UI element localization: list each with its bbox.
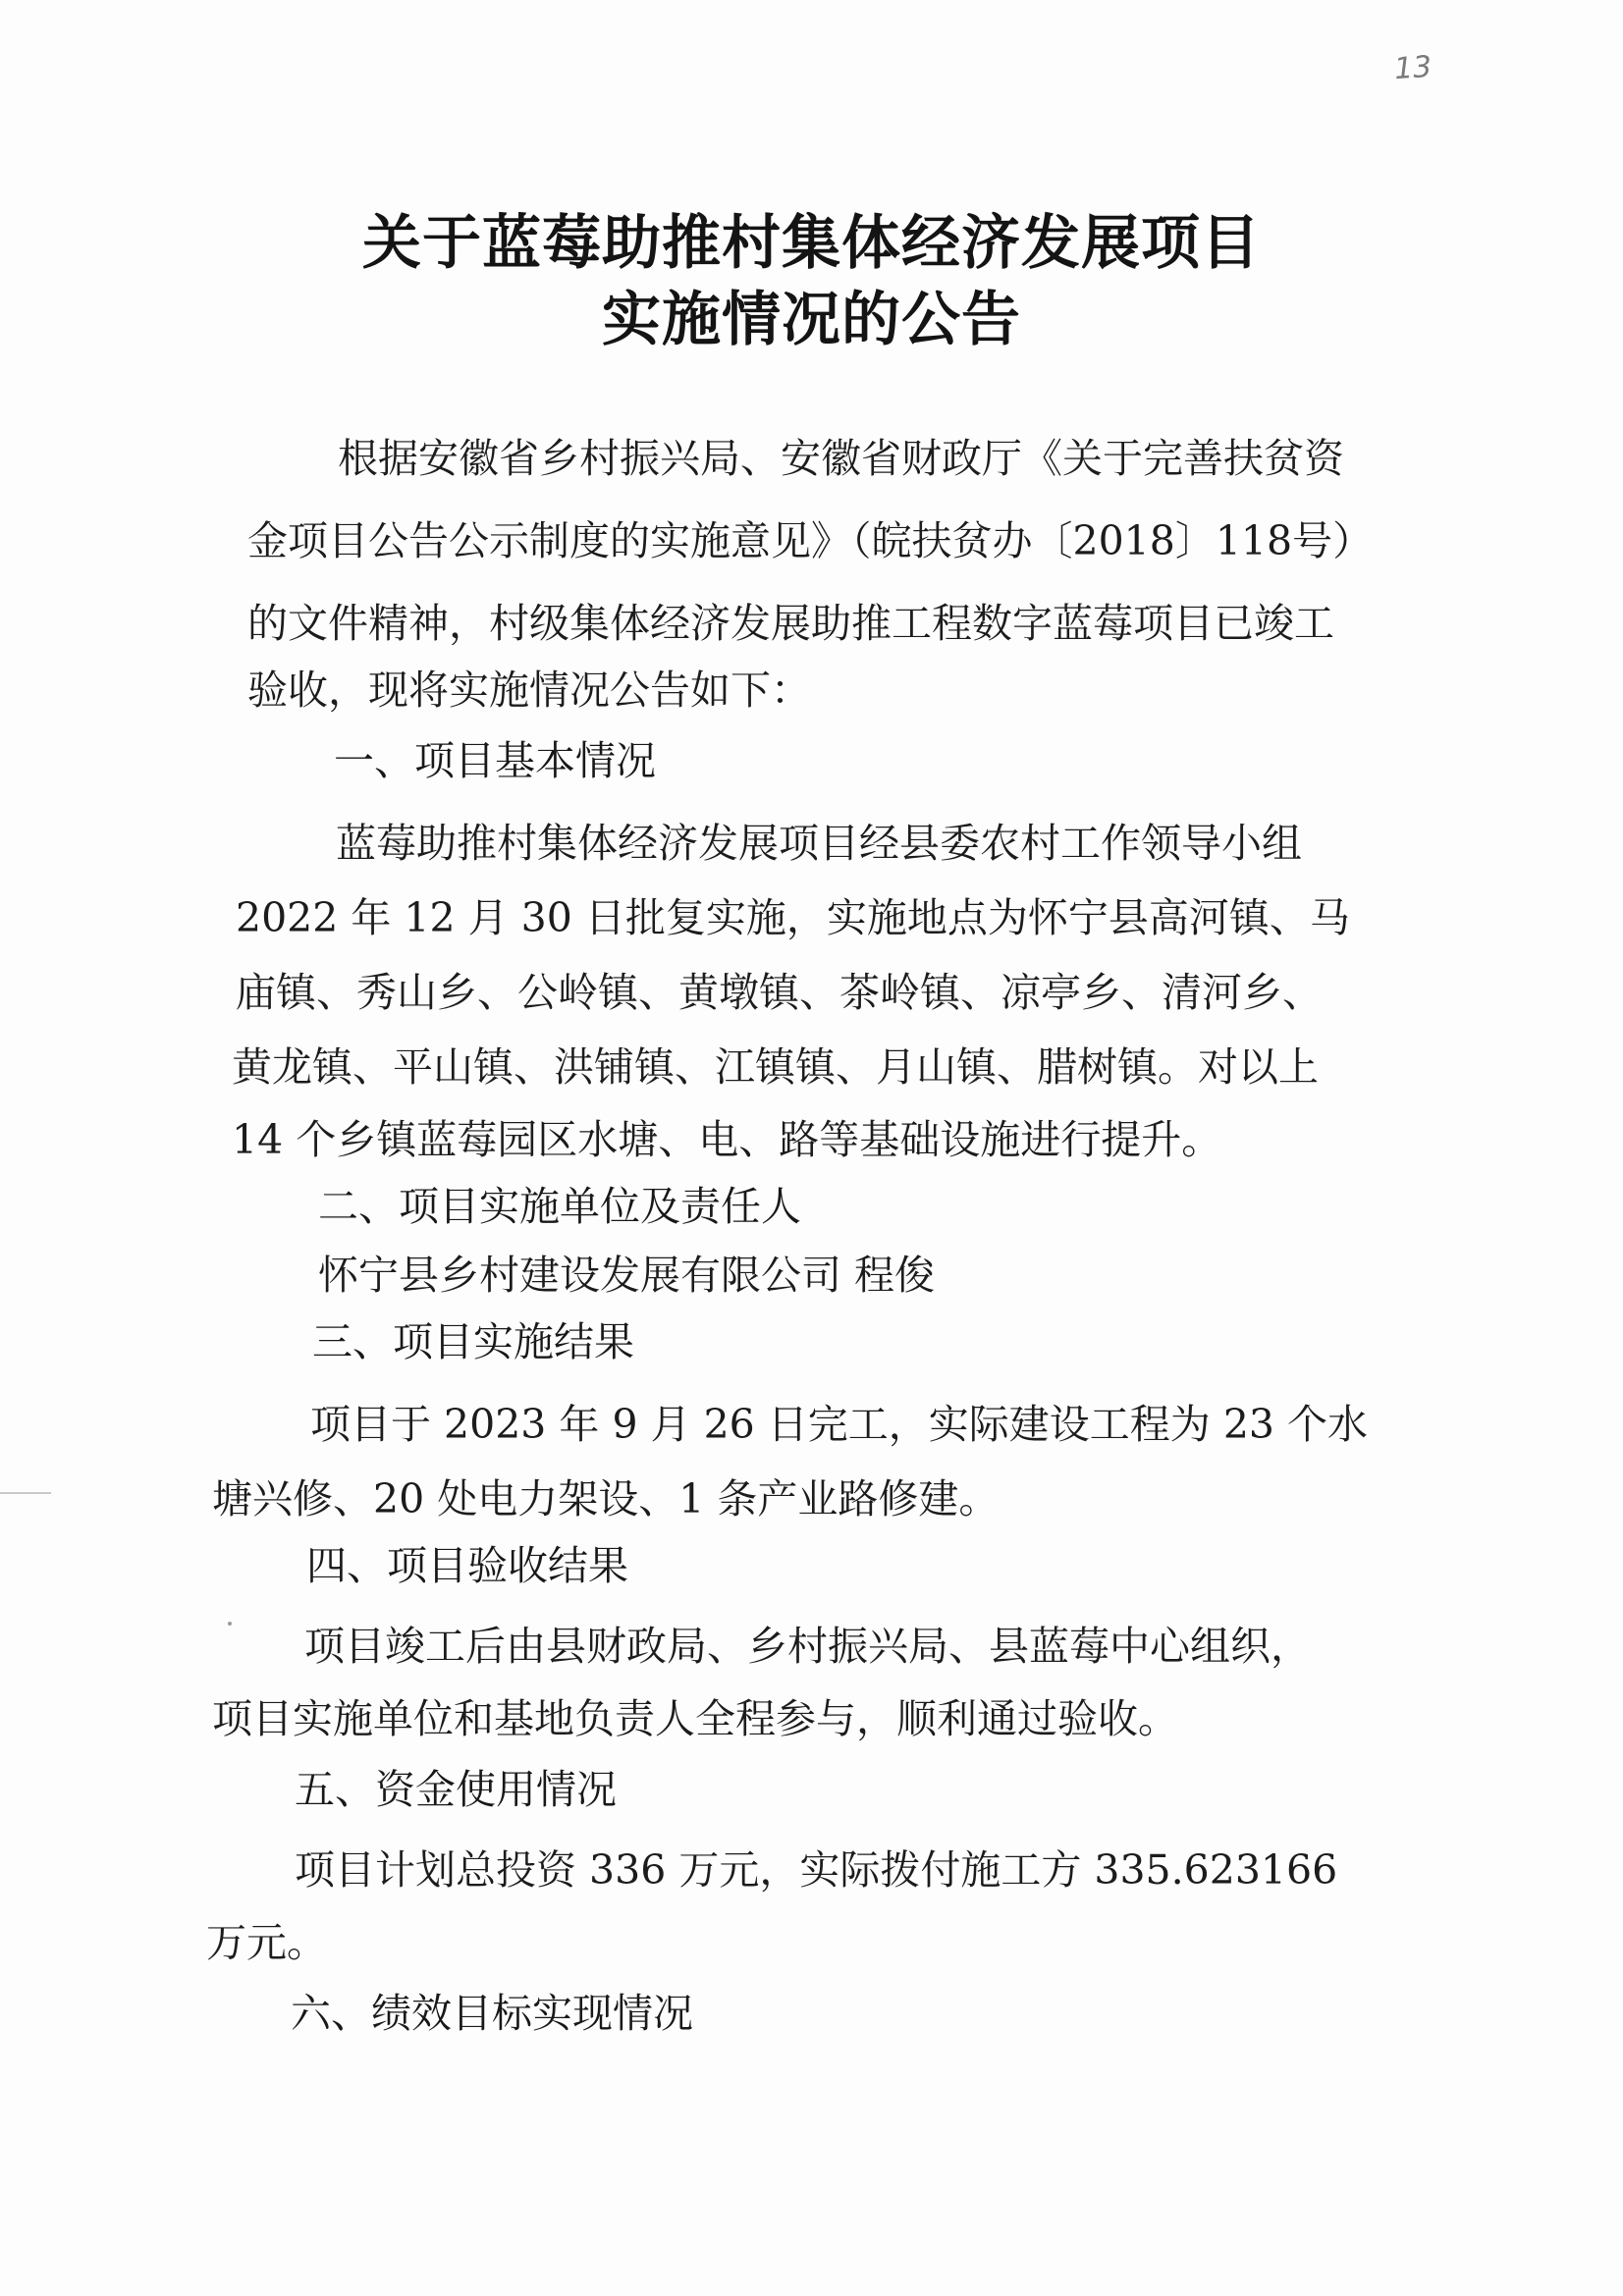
section-5-heading: 五、资金使用情况 — [295, 1766, 617, 1813]
section-1-line-5: 14 个乡镇蓝莓园区水塘、电、路等基础设施进行提升。 — [232, 1116, 1222, 1163]
document-title-line-2: 实施情况的公告 — [602, 286, 1021, 354]
intro-line-3: 的文件精神，村级集体经济发展助推工程数字蓝莓项目已竣工 — [247, 600, 1334, 647]
section-3-heading: 三、项目实施结果 — [312, 1318, 634, 1365]
section-1-line-3: 庙镇、秀山乡、公岭镇、黄墩镇、茶岭镇、凉亭乡、清河乡、 — [236, 969, 1323, 1016]
section-1-line-2: 2022 年 12 月 30 日批复实施，实施地点为怀宁县高河镇、马 — [236, 894, 1350, 941]
section-5-line-2: 万元。 — [206, 1919, 327, 1966]
section-4-heading: 四、项目验收结果 — [306, 1542, 628, 1589]
section-2-heading: 二、项目实施单位及责任人 — [318, 1183, 801, 1230]
page-number-mark: 13 — [1392, 49, 1434, 87]
section-3-line-2: 塘兴修、20 处电力架设、1 条产业路修建。 — [212, 1475, 1000, 1522]
section-1-heading: 一、项目基本情况 — [334, 737, 656, 784]
intro-line-2: 金项目公告公示制度的实施意见》（皖扶贫办〔2018〕118号） — [247, 517, 1374, 564]
section-2-line-1: 怀宁县乡村建设发展有限公司 程俊 — [318, 1252, 936, 1299]
section-4-line-2: 项目实施单位和基地负责人全程参与，顺利通过验收。 — [212, 1695, 1178, 1742]
section-1-line-4: 黄龙镇、平山镇、洪铺镇、江镇镇、月山镇、腊树镇。对以上 — [232, 1043, 1319, 1091]
section-3-line-1: 项目于 2023 年 9 月 26 日完工，实际建设工程为 23 个水 — [310, 1401, 1369, 1448]
scan-edge-mark — [0, 1492, 51, 1494]
section-1-line-1: 蓝莓助推村集体经济发展项目经县委农村工作领导小组 — [336, 820, 1302, 867]
section-6-heading: 六、绩效目标实现情况 — [291, 1990, 693, 2037]
scan-speck — [228, 1622, 232, 1626]
section-4-line-1: 项目竣工后由县财政局、乡村振兴局、县蓝莓中心组织， — [304, 1623, 1311, 1670]
document-title-line-1: 关于蓝莓助推村集体经济发展项目 — [362, 209, 1261, 278]
section-5-line-1: 项目计划总投资 336 万元，实际拨付施工方 335.623166 — [295, 1846, 1338, 1894]
intro-line-4: 验收，现将实施情况公告如下： — [247, 667, 811, 714]
intro-line-1: 根据安徽省乡村振兴局、安徽省财政厅《关于完善扶贫资 — [338, 435, 1344, 482]
